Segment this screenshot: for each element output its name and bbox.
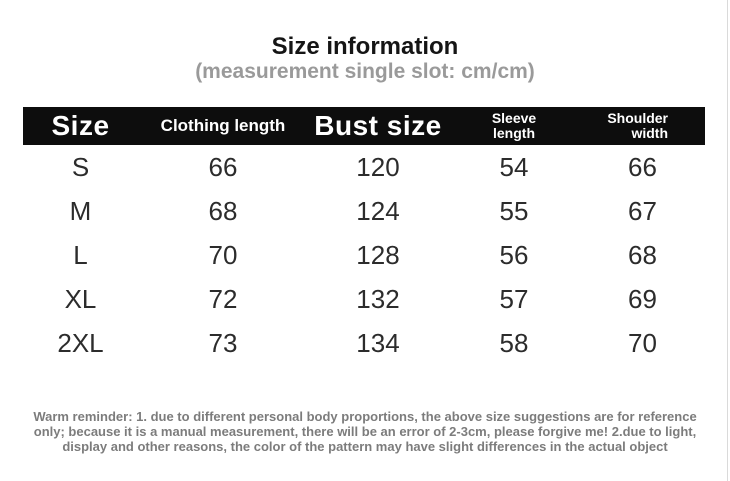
header-line: Sleeve — [491, 110, 537, 126]
cell-size: S — [71, 151, 90, 182]
cell-shoulder-width: 66 — [628, 151, 657, 182]
cell-size: 2XL — [57, 327, 104, 358]
cell-clothing-length: 68 — [208, 195, 238, 226]
cell-clothing-length: 66 — [208, 151, 238, 182]
page-subtitle: (measurement single slot: cm/cm) — [195, 60, 535, 83]
cell-shoulder-width: 70 — [628, 327, 657, 358]
cell-bust-size: 134 — [356, 327, 400, 358]
cell-size: M — [69, 195, 92, 226]
right-edge-line — [727, 0, 728, 481]
cell-sleeve-length: 54 — [499, 151, 529, 182]
header-line: length — [493, 125, 535, 141]
table-row — [23, 233, 705, 277]
header-line: width — [631, 125, 668, 141]
cell-clothing-length: 73 — [208, 327, 238, 358]
table-header-row — [23, 107, 705, 145]
cell-size: L — [73, 239, 88, 270]
warm-reminder — [0, 409, 730, 454]
cell-bust-size: 132 — [356, 283, 400, 314]
column-header-bust-size: Bust size — [314, 110, 442, 141]
cell-bust-size: 120 — [356, 151, 400, 182]
table-row — [23, 321, 705, 365]
table-row — [23, 145, 705, 189]
cell-shoulder-width: 69 — [628, 283, 657, 314]
cell-sleeve-length: 55 — [499, 195, 529, 226]
warm-reminder-line: Warm reminder: 1. due to different personal body proportions, the above size suggestions are for reference — [33, 409, 697, 424]
cell-clothing-length: 72 — [208, 283, 238, 314]
cell-sleeve-length: 56 — [499, 239, 529, 270]
table-row — [23, 277, 705, 321]
cell-sleeve-length: 57 — [499, 283, 529, 314]
column-header-sleeve-length — [448, 111, 580, 141]
size-table — [23, 107, 705, 365]
cell-shoulder-width: 68 — [628, 239, 657, 270]
table-row — [23, 189, 705, 233]
page-title: Size information — [271, 33, 459, 60]
cell-shoulder-width: 67 — [628, 195, 657, 226]
warm-reminder-line: display and other reasons, the color of the pattern may have slight differences in the actual object — [62, 439, 668, 454]
column-header-size: Size — [51, 110, 110, 141]
column-header-shoulder-width — [580, 111, 705, 141]
cell-sleeve-length: 58 — [499, 327, 529, 358]
header-line: Shoulder — [607, 110, 668, 126]
cell-clothing-length: 70 — [208, 239, 238, 270]
column-header-clothing-length: Clothing length — [160, 116, 286, 135]
cell-size: XL — [64, 283, 97, 314]
cell-bust-size: 124 — [356, 195, 400, 226]
cell-bust-size: 128 — [356, 239, 400, 270]
warm-reminder-line: only; because it is a manual measurement, there will be an error of 2-3cm, please forgive me! 2.due to light, — [33, 424, 697, 439]
